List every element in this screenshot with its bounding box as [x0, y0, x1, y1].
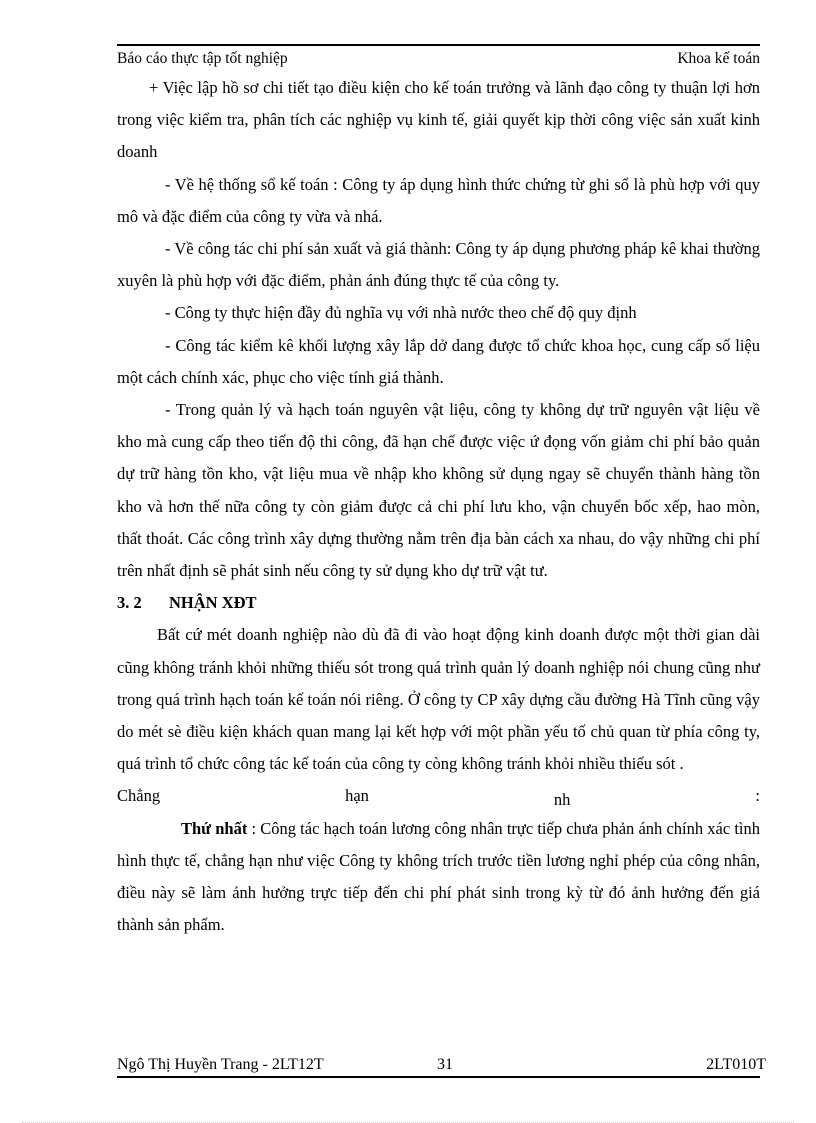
section-heading [117, 587, 760, 619]
section-title: NHẬN XÐT [169, 593, 257, 613]
paragraph-inventory-check: - Công tác kiểm kê khối lượng xây lắp dở dang được tổ chức khoa học, cung cấp số liệu một cách chính xác, phục cho việc tính giá thành. [117, 335, 760, 387]
first-issue-text: : Công tác hạch toán lương công nhân trực tiếp chưa phản ánh chính xác tình hình thực tế, chẳng hạn như việc Công ty không trích trước tiền lương nghỉ phép của công nhân, điều này sẽ làm ảnh hưởng trực tiếp đến chi phí phát sinh trong kỳ từ đó ảnh hưởng đến giá thành sản phẩm. [117, 818, 761, 935]
split-word-1: Chẳng [117, 786, 161, 806]
paragraph-records: + Việc lập hồ sơ chi tiết tạo điều kiện cho kế toán trưởng và lãnh đạo công ty thuận lợi hơn trong việc kiểm tra, phân tích các nghiệp vụ kinh tế, giải quyết kịp thời công việc sản xuất kinh doanh [117, 78, 760, 162]
header-report-title: Báo cáo thực tập tốt nghiệp [117, 50, 288, 67]
header-rule [117, 44, 760, 46]
split-word-2: hạn [345, 786, 369, 806]
paragraph-first-issue [117, 813, 760, 942]
footer-author: Ngô Thị Huyền Trang - 2LT12T [117, 1056, 324, 1073]
first-issue-label: Thứ nhất [181, 818, 248, 838]
footer-rule [117, 1076, 760, 1078]
header-faculty: Khoa kế toán [677, 50, 760, 67]
split-line [117, 780, 760, 812]
section-number: 3. 2 [117, 593, 142, 613]
paragraph-ledger-system: - Về hệ thống sổ kế toán : Công ty áp dụng hình thức chứng từ ghi sổ là phù hợp với quy mô và đặc điểm của công ty vừa và nhá. [117, 174, 760, 226]
footer-page-number: 31 [437, 1056, 453, 1073]
split-word-3: nh [553, 790, 571, 810]
split-word-4: : [755, 786, 760, 806]
paragraph-materials: - Trong quản lý và hạch toán nguyên vật liệu, công ty không dự trữ nguyên vật liệu về kho mà cung cấp theo tiến độ thi công, đã hạn chế được việc ứ đọng vốn giảm chi phí bảo quản dự trữ hàng tồn kho, vật liệu mua về nhập kho không sử dụng ngay sẽ chuyển thành hàng tồn kho và hơn thế nữa công ty còn giảm được cả chi phí lưu kho, vận chuyển bốc xếp, hao mòn, thất thoát. Các công trình xây dựng thường nằm trên địa bàn cách xa nhau, do vậy những chi phí trên nhất định sẽ phát sinh nếu công ty sử dụng kho dự trữ vật tư. [117, 400, 760, 581]
footer-class-code: 2LT010T [706, 1056, 766, 1073]
paragraph-obligations: - Công ty thực hiện đầy đủ nghĩa vụ với nhà nước theo chế độ quy định [165, 303, 637, 323]
body-text [117, 72, 760, 941]
paragraph-remarks-intro: Bất cứ mét doanh nghiệp nào dù đã đi vào hoạt động kinh doanh được một thời gian dài cũng không tránh khỏi những thiếu sót trong quá trình quản lý doanh nghiệp nói chung cũng như trong quá trình hạch toán kế toán nói riêng. Ở công ty CP xây dựng cầu đường Hà Tĩnh cũng vậy do mét sè điều kiện khách quan mang lại kết hợp với một phần yếu tố chủ quan từ phía công ty, quá trình tổ chức công tác kế toán của công ty còng không tránh khỏi nhiều thiếu sót . [117, 625, 760, 774]
paragraph-cost-method: - Về công tác chi phí sản xuất và giá thành: Công ty áp dụng phương pháp kê khai thường xuyên là phù hợp với đặc điểm, phản ánh đúng thực tế của công ty. [117, 239, 760, 291]
